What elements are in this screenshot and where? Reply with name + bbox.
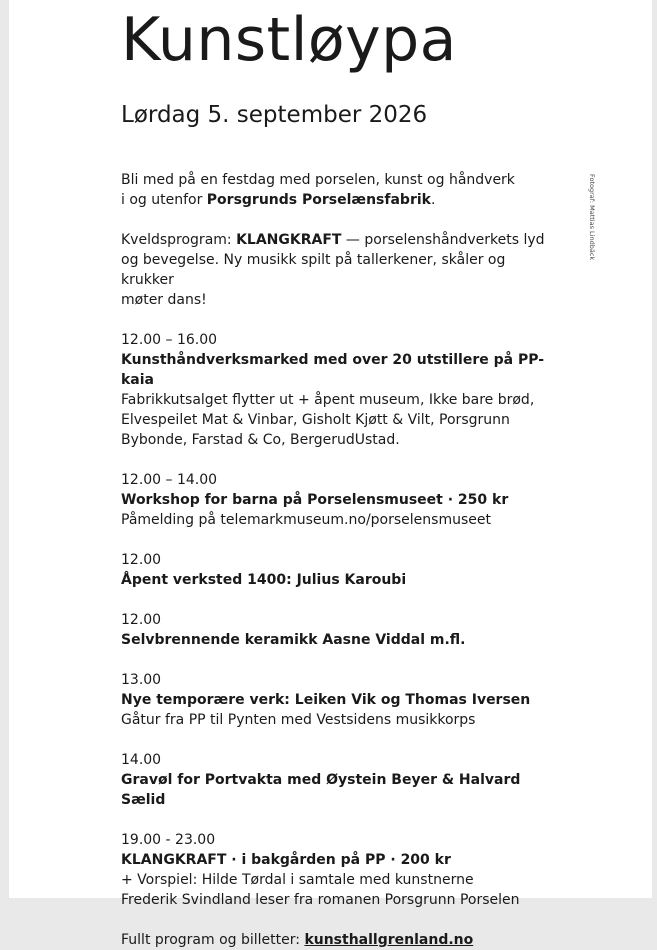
- event-time: 13.00: [121, 672, 162, 688]
- event-title: [121, 490, 551, 510]
- event-title-text: Workshop for barna på Porselensmuseet · 250 kr: [121, 492, 509, 508]
- event-time: 12.00: [121, 612, 162, 628]
- event-time: 12.00: [121, 552, 162, 568]
- event-list: [121, 310, 551, 910]
- event-item: [121, 610, 551, 650]
- footer-line: [121, 930, 551, 950]
- event-title: [121, 630, 551, 650]
- evening-line-2: og bevegelse. Ny musikk spilt på tallerkener, skåler og krukker: [121, 252, 506, 288]
- event-detail: Påmelding på telemarkmuseum.no/porselensmuseet: [121, 512, 491, 528]
- poster-page: [9, 0, 652, 948]
- photo-credit: Fotograf: Mattias Lindbäck: [588, 174, 596, 261]
- event-title-text: Åpent verksted 1400: Julius Karoubi: [121, 572, 407, 588]
- page-title: Kunstløypa: [121, 5, 457, 75]
- event-date: Lørdag 5. september 2026: [121, 102, 428, 128]
- evening-desc: — porselenshåndverkets lyd: [341, 232, 545, 248]
- program-content: [121, 170, 551, 950]
- event-detail: Frederik Svindland leser fra romanen Porsgrunn Porselen: [121, 892, 520, 908]
- intro-line-1: Bli med på en festdag med porselen, kunst og håndverk: [121, 172, 515, 188]
- event-item: [121, 670, 551, 730]
- event-title: [121, 350, 551, 390]
- event-time: 14.00: [121, 752, 162, 768]
- evening-label: Kveldsprogram:: [121, 232, 237, 248]
- event-title: [121, 850, 551, 870]
- event-time: 19.00 - 23.00: [121, 832, 216, 848]
- event-detail: Gåtur fra PP til Pynten med Vestsidens musikkorps: [121, 712, 476, 728]
- event-title-text: Kunsthåndverksmarked med over 20 utstillere på PP-kaia: [121, 352, 545, 388]
- event-detail: Fabrikkutsalget flytter ut + åpent museum, Ikke bare brød,: [121, 392, 535, 408]
- program-link[interactable]: kunsthallgrenland.no: [304, 932, 474, 948]
- event-title-text: KLANGKRAFT · i bakgården på PP · 200 kr: [121, 852, 451, 868]
- event-item: [121, 550, 551, 590]
- intro-line-2: [121, 190, 551, 210]
- evening-line-1: [121, 230, 551, 250]
- event-detail: Bybonde, Farstad & Co, BergerudUstad.: [121, 432, 400, 448]
- event-title: [121, 690, 551, 710]
- event-title: [121, 570, 551, 590]
- event-title-text: Nye temporære verk: Leiken Vik og Thomas Iversen: [121, 692, 531, 708]
- event-title: [121, 770, 551, 810]
- intro-text: i og utenfor: [121, 192, 207, 208]
- intro-period: .: [430, 192, 436, 208]
- event-time: 12.00 – 14.00: [121, 472, 218, 488]
- event-item: [121, 470, 551, 530]
- evening-name: KLANGKRAFT: [236, 232, 342, 248]
- event-title-text: Gravøl for Portvakta med Øystein Beyer & Halvard Sælid: [121, 772, 521, 808]
- event-detail: Elvespeilet Mat & Vinbar, Gisholt Kjøtt & Vilt, Porsgrunn: [121, 412, 510, 428]
- intro-venue: Porsgrunds Porselænsfabrik: [206, 192, 431, 208]
- footer-text: Fullt program og billetter:: [121, 932, 305, 948]
- event-item: [121, 750, 551, 810]
- evening-line-3: møter dans!: [121, 292, 207, 308]
- event-item: [121, 830, 551, 910]
- event-detail: + Vorspiel: Hilde Tørdal i samtale med kunstnerne: [121, 872, 474, 888]
- event-time: 12.00 – 16.00: [121, 332, 218, 348]
- event-title-text: Selvbrennende keramikk Aasne Viddal m.fl.: [121, 632, 466, 648]
- event-item: [121, 330, 551, 450]
